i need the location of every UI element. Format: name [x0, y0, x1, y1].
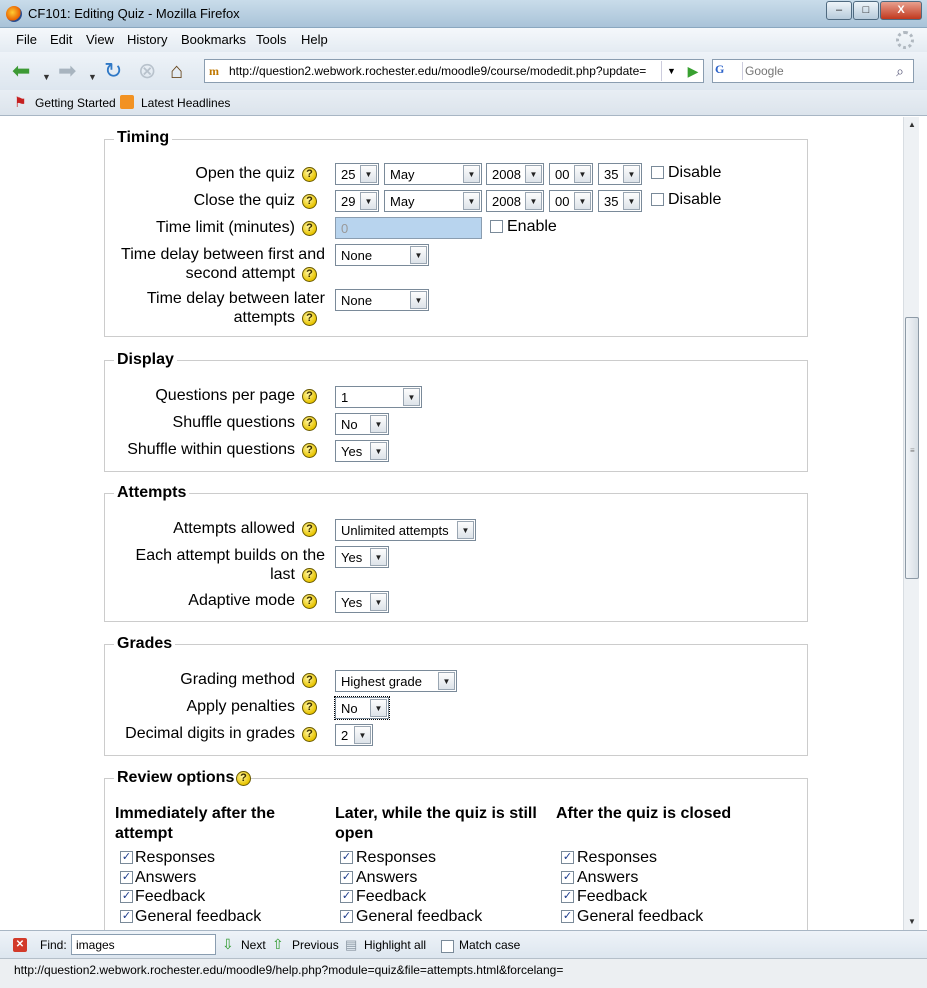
- maximize-button[interactable]: □: [853, 1, 879, 20]
- time-limit-enable-checkbox[interactable]: [490, 220, 503, 233]
- open-disable-label: Disable: [668, 164, 722, 181]
- close-quiz-label: Close the quiz: [193, 192, 295, 209]
- chevron-down-icon[interactable]: ▼: [42, 72, 51, 82]
- closed-general-feedback-label: General feedback: [577, 908, 704, 925]
- grades-heading: Grades: [114, 635, 175, 653]
- status-text: http://question2.webwork.rochester.edu/moodle9/help.php?module=quiz&file=attempts.html&forcelang=: [14, 963, 564, 977]
- chevron-down-icon: ▼: [525, 192, 542, 210]
- chevron-down-icon: ▼: [410, 291, 427, 309]
- closed-general-feedback-checkbox[interactable]: ✓: [562, 910, 573, 922]
- timing-heading: Timing: [114, 129, 172, 147]
- search-input[interactable]: [745, 62, 885, 80]
- window-title: CF101: Editing Quiz - Mozilla Firefox: [28, 6, 240, 21]
- help-icon[interactable]: ?: [302, 167, 317, 182]
- close-day-select[interactable]: 29 ▼: [335, 190, 379, 212]
- help-icon[interactable]: ?: [236, 771, 251, 786]
- later-general-feedback-checkbox[interactable]: ✓: [341, 910, 352, 922]
- time-limit-input[interactable]: 0: [335, 217, 482, 239]
- menu-help[interactable]: Help: [301, 32, 328, 47]
- shuffle-questions-label: Shuffle questions: [172, 414, 295, 431]
- later-general-feedback-label: General feedback: [356, 908, 483, 925]
- apply-penalties-select[interactable]: No ▼: [335, 697, 389, 719]
- open-hour-select[interactable]: 00 ▼: [549, 163, 593, 185]
- help-icon[interactable]: ?: [302, 194, 317, 209]
- col-later-line2: open: [335, 825, 374, 842]
- shuffle-within-label: Shuffle within questions: [127, 441, 295, 458]
- later-feedback-checkbox[interactable]: ✓: [341, 890, 352, 902]
- shuffle-within-select[interactable]: Yes ▼: [335, 440, 389, 462]
- time-limit-enable-label: Enable: [507, 218, 557, 235]
- imm-general-feedback-checkbox[interactable]: ✓: [121, 910, 132, 922]
- open-day-select[interactable]: 25 ▼: [335, 163, 379, 185]
- url-history-dropdown-icon[interactable]: ▼: [661, 61, 681, 81]
- find-previous-button[interactable]: Previous: [292, 938, 339, 952]
- chevron-down-icon: ▼: [463, 165, 480, 183]
- help-icon[interactable]: ?: [302, 416, 317, 431]
- navigation-toolbar: [0, 52, 927, 90]
- menu-edit[interactable]: Edit: [50, 32, 73, 47]
- chevron-down-icon: ▼: [410, 246, 427, 264]
- later-answers-checkbox[interactable]: ✓: [341, 871, 352, 883]
- closed-responses-label: Responses: [577, 849, 658, 866]
- site-favicon-icon: m: [209, 64, 219, 78]
- questions-per-page-label: Questions per page: [155, 387, 295, 404]
- close-disable-checkbox[interactable]: [651, 193, 664, 206]
- close-minute-select[interactable]: 35 ▼: [598, 190, 642, 212]
- closed-answers-label: Answers: [577, 869, 639, 886]
- back-arrow-icon[interactable]: ⬅: [12, 58, 31, 83]
- closed-responses-checkbox[interactable]: ✓: [562, 851, 573, 863]
- builds-on-last-select[interactable]: Yes ▼: [335, 546, 389, 568]
- up-arrow-icon[interactable]: ⇧: [272, 936, 284, 952]
- grading-method-label: Grading method: [180, 671, 295, 688]
- find-next-button[interactable]: Next: [241, 938, 266, 952]
- chevron-down-icon: ▼: [370, 699, 387, 717]
- col-immediately-line1: Immediately after the: [115, 805, 276, 822]
- open-minute-select[interactable]: 35 ▼: [598, 163, 642, 185]
- imm-answers-checkbox[interactable]: ✓: [121, 871, 132, 883]
- delay1-select[interactable]: None ▼: [335, 244, 429, 266]
- close-find-bar-icon[interactable]: ✕: [13, 938, 27, 952]
- menu-bookmarks[interactable]: Bookmarks: [181, 32, 247, 47]
- builds-label-line1: Each attempt builds on the: [135, 547, 325, 564]
- grading-method-select[interactable]: Highest grade ▼: [335, 670, 457, 692]
- imm-feedback-label: Feedback: [135, 888, 206, 905]
- url-text[interactable]: http://question2.webwork.rochester.edu/moodle9/course/modedit.php?update=: [229, 64, 647, 78]
- help-icon[interactable]: ?: [302, 700, 317, 715]
- help-icon[interactable]: ?: [302, 594, 317, 609]
- menubar: [0, 28, 927, 52]
- chevron-down-icon: ▼: [354, 726, 371, 744]
- later-responses-label: Responses: [356, 849, 437, 866]
- help-icon[interactable]: ?: [302, 673, 317, 688]
- chevron-down-icon: ▼: [574, 165, 591, 183]
- menu-file[interactable]: File: [16, 32, 37, 47]
- attempts-allowed-select[interactable]: Unlimited attempts ▼: [335, 519, 476, 541]
- imm-answers-label: Answers: [135, 869, 197, 886]
- bookmark-getting-started[interactable]: Getting Started: [35, 96, 116, 110]
- scroll-down-arrow-icon[interactable]: ▼: [908, 917, 916, 926]
- firefox-bookmark-icon: ⚑: [14, 94, 27, 110]
- builds-label-line2: last: [270, 566, 295, 583]
- chevron-down-icon: ▼: [370, 442, 387, 460]
- find-bar: [0, 930, 927, 958]
- chevron-down-icon: ▼: [574, 192, 591, 210]
- closed-feedback-label: Feedback: [577, 888, 648, 905]
- help-icon[interactable]: ?: [302, 311, 317, 326]
- closed-feedback-checkbox[interactable]: ✓: [562, 890, 573, 902]
- chevron-down-icon: ▼: [370, 415, 387, 433]
- later-answers-label: Answers: [356, 869, 418, 886]
- imm-responses-checkbox[interactable]: ✓: [121, 851, 132, 863]
- chevron-down-icon: ▼: [370, 593, 387, 611]
- scroll-thumb[interactable]: [905, 317, 919, 579]
- close-year-select[interactable]: 2008 ▼: [486, 190, 544, 212]
- scroll-up-arrow-icon[interactable]: ▲: [908, 120, 916, 129]
- chevron-down-icon[interactable]: ▼: [88, 72, 97, 82]
- search-box[interactable]: [712, 59, 914, 83]
- help-icon[interactable]: ?: [302, 727, 317, 742]
- search-engine-icon[interactable]: G: [715, 62, 743, 80]
- bookmark-latest-headlines[interactable]: Latest Headlines: [141, 96, 231, 110]
- col-after-closed: After the quiz is closed: [556, 805, 732, 822]
- window-titlebar: [0, 0, 927, 28]
- chevron-down-icon: ▼: [623, 165, 640, 183]
- col-immediately-line2: attempt: [115, 825, 173, 842]
- match-case-label: Match case: [459, 938, 521, 952]
- attempts-allowed-label: Attempts allowed: [173, 520, 295, 537]
- find-input[interactable]: images: [71, 934, 216, 955]
- chevron-down-icon: ▼: [623, 192, 640, 210]
- bookmarks-toolbar: [0, 90, 927, 116]
- adaptive-mode-select[interactable]: Yes ▼: [335, 591, 389, 613]
- delay2-select[interactable]: None ▼: [335, 289, 429, 311]
- go-arrow-icon[interactable]: ▶: [687, 63, 699, 79]
- chevron-down-icon: ▼: [370, 548, 387, 566]
- shuffle-questions-select[interactable]: No ▼: [335, 413, 389, 435]
- open-year-select[interactable]: 2008 ▼: [486, 163, 544, 185]
- help-icon[interactable]: ?: [302, 443, 317, 458]
- apply-penalties-label: Apply penalties: [186, 698, 295, 715]
- later-feedback-label: Feedback: [356, 888, 427, 905]
- closed-answers-checkbox[interactable]: ✓: [562, 871, 573, 883]
- help-icon[interactable]: ?: [302, 522, 317, 537]
- decimal-digits-select[interactable]: 2 ▼: [335, 724, 373, 746]
- chevron-down-icon: ▼: [438, 672, 455, 690]
- help-icon[interactable]: ?: [302, 267, 317, 282]
- time-limit-label: Time limit (minutes): [156, 219, 295, 236]
- stop-icon[interactable]: ⊗: [138, 58, 157, 83]
- search-icon[interactable]: ⌕: [896, 63, 904, 79]
- minimize-button[interactable]: –: [826, 1, 852, 20]
- close-month-select[interactable]: May ▼: [384, 190, 482, 212]
- adaptive-mode-label: Adaptive mode: [188, 592, 295, 609]
- menu-tools[interactable]: Tools: [256, 32, 287, 47]
- col-later-line1: Later, while the quiz is still: [335, 805, 537, 822]
- chevron-down-icon: ▼: [463, 192, 480, 210]
- imm-responses-label: Responses: [135, 849, 216, 866]
- match-case-checkbox[interactable]: [441, 940, 454, 953]
- imm-feedback-checkbox[interactable]: ✓: [121, 890, 132, 902]
- attempts-heading: Attempts: [114, 484, 189, 502]
- find-label: Find:: [40, 938, 67, 952]
- chevron-down-icon: ▼: [403, 388, 420, 406]
- chevron-down-icon: ▼: [360, 165, 377, 183]
- questions-per-page-select[interactable]: 1 ▼: [335, 386, 422, 408]
- throbber-icon: [896, 31, 914, 49]
- forward-arrow-icon[interactable]: ➡: [58, 58, 77, 83]
- close-window-button[interactable]: X: [880, 1, 922, 20]
- delay2-label-line1: Time delay between later: [146, 290, 325, 307]
- chevron-down-icon: ▼: [457, 521, 474, 539]
- highlight-all-button[interactable]: Highlight all: [364, 938, 427, 952]
- display-heading: Display: [114, 351, 177, 369]
- page-scrollbar[interactable]: [903, 117, 919, 930]
- later-responses-checkbox[interactable]: ✓: [341, 851, 352, 863]
- review-options-heading: Review options: [114, 769, 237, 787]
- open-disable-checkbox[interactable]: [651, 166, 664, 179]
- imm-general-feedback-label: General feedback: [135, 908, 262, 925]
- firefox-icon: [6, 6, 22, 22]
- open-month-select[interactable]: May ▼: [384, 163, 482, 185]
- open-quiz-label: Open the quiz: [195, 165, 295, 182]
- rss-feed-icon: [120, 95, 134, 109]
- reload-icon[interactable]: ↻: [104, 58, 123, 83]
- home-icon[interactable]: ⌂: [170, 58, 184, 83]
- page-content: [8, 117, 903, 930]
- chevron-down-icon: ▼: [360, 192, 377, 210]
- highlight-icon: ▤: [345, 937, 358, 952]
- close-hour-select[interactable]: 00 ▼: [549, 190, 593, 212]
- url-bar[interactable]: [204, 59, 704, 83]
- help-icon[interactable]: ?: [302, 389, 317, 404]
- help-icon[interactable]: ?: [302, 568, 317, 583]
- chevron-down-icon: ▼: [525, 165, 542, 183]
- close-disable-label: Disable: [668, 191, 722, 208]
- down-arrow-icon[interactable]: ⇩: [222, 936, 234, 952]
- status-bar: [0, 958, 927, 988]
- help-icon[interactable]: ?: [302, 221, 317, 236]
- delay1-label-line2: second attempt: [185, 265, 295, 282]
- decimal-digits-label: Decimal digits in grades: [125, 725, 295, 742]
- delay1-label-line1: Time delay between first and: [121, 246, 325, 263]
- delay2-label-line2: attempts: [233, 309, 295, 326]
- menu-view[interactable]: View: [86, 32, 114, 47]
- menu-history[interactable]: History: [127, 32, 168, 47]
- grip-icon: ≡: [910, 446, 915, 455]
